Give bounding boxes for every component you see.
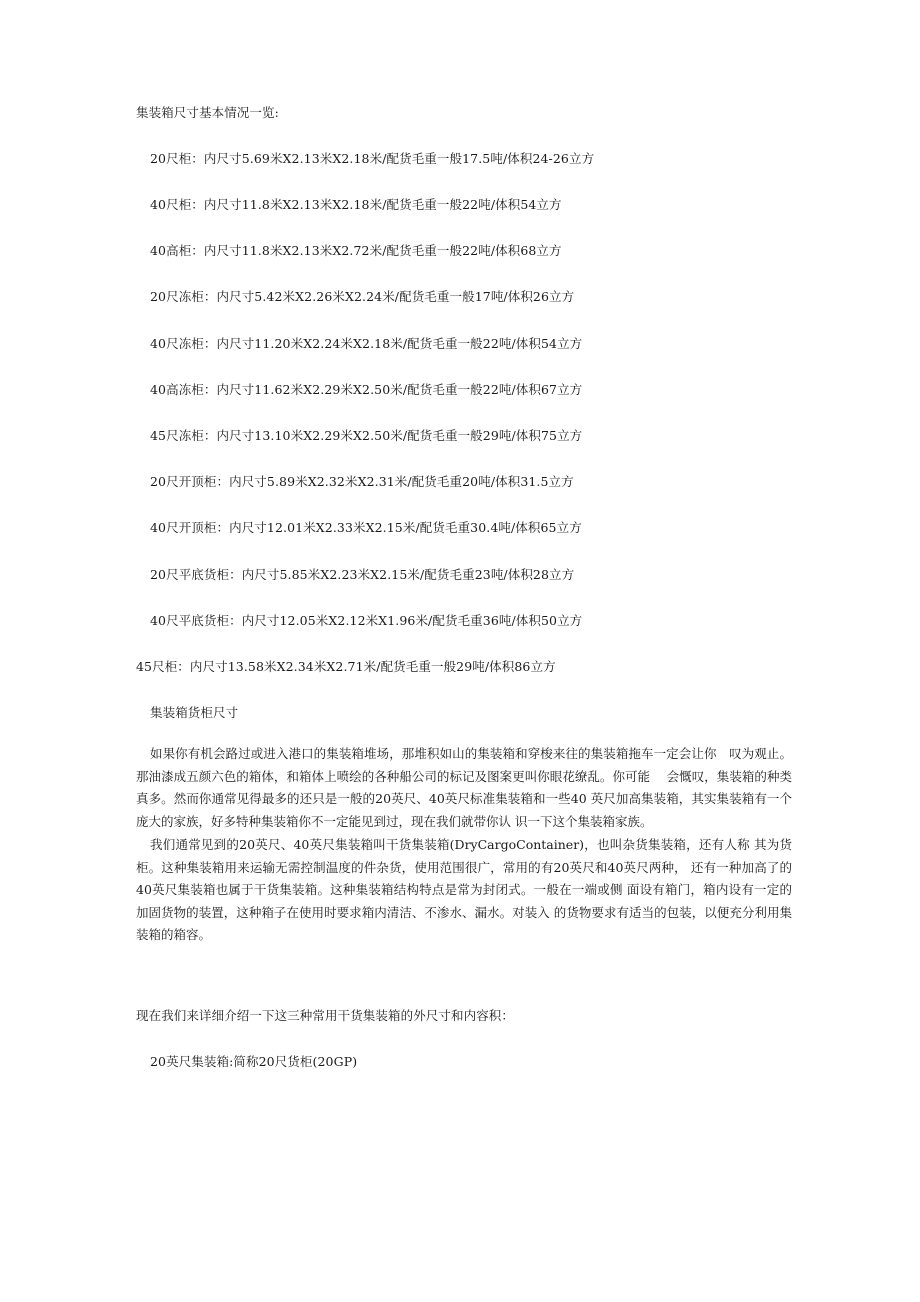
spec-line-40hc: 40高柜：内尺寸11.8米X2.13米X2.72米/配货毛重一般22吨/体积68立方 [150,243,562,258]
spec-line-20ft-open-top: 20尺开顶柜：内尺寸5.89米X2.32米X2.31米/配货毛重20吨/体积31.5立方 [150,474,574,489]
paragraph-dry-cargo: 我们通常见到的20英尺、40英尺集装箱叫干货集装箱(DryCargoContainer)，也叫杂货集装箱，还有人称 其为货柜。这种集装箱用来运输无需控制温度的件杂货，使用范围很广，常用的有20英尺和40英尺两种， 还有一种加高了的40英尺集装箱也属于干货集装箱。这种集装箱结构特点是常为封闭式。一般在一端或侧 面设有箱门，箱内设有一定的加固货物的装置，这种箱子在使用时要求箱内清洁、不渗水、漏水。对装入 的货物要求有适当的包装，以便充分利用集装箱的箱容。 [136,837,792,943]
intro-line: 现在我们来详细介绍一下这三种常用干货集装箱的外尺寸和内容积： [136,1008,515,1023]
spec-line-45ft: 45尺柜：内尺寸13.58米X2.34米X2.71米/配货毛重一般29吨/体积86立方 [136,659,556,674]
spec-line-40ft: 40尺柜：内尺寸11.8米X2.13米X2.18米/配货毛重一般22吨/体积54立方 [150,197,562,212]
paragraph-container-yard: 如果你有机会路过或进入港口的集装箱堆场，那堆积如山的集装箱和穿梭来往的集装箱拖车一定会让你 叹为观止。那油漆成五颜六色的箱体，和箱体上喷绘的各种船公司的标记及图案更叫你眼花缭乱。你可能 会慨叹，集装箱的种类真多。然而你通常见得最多的还只是一般的20英尺、40英尺标准集装箱和一些40 英尺加高集装箱，其实集装箱有一个庞大的家族，好多特种集装箱你不一定能见到过，现在我们就带你认 识一下这个集装箱家族。 [136,746,792,829]
spec-line-40hc-reefer: 40高冻柜：内尺寸11.62米X2.29米X2.50米/配货毛重一般22吨/体积67立方 [150,382,583,397]
spec-line-20ft: 20尺柜：内尺寸5.69米X2.13米X2.18米/配货毛重一般17.5吨/体积24-26立方 [150,151,595,166]
last-line: 20英尺集装箱:简称20尺货柜(20GP) [150,1054,358,1069]
spec-line-20ft-reefer: 20尺冻柜：内尺寸5.42米X2.26米X2.24米/配货毛重一般17吨/体积26立方 [150,289,575,304]
spec-line-20ft-flat-rack: 20尺平底货柜：内尺寸5.85米X2.23米X2.15米/配货毛重23吨/体积28立方 [150,567,575,582]
spec-line-40ft-open-top: 40尺开顶柜：内尺寸12.01米X2.33米X2.15米/配货毛重30.4吨/体积65立方 [150,520,582,535]
spec-line-45ft-reefer: 45尺冻柜：内尺寸13.10米X2.29米X2.50米/配货毛重一般29吨/体积75立方 [150,428,583,443]
section-subheading: 集装箱货柜尺寸 [150,705,239,720]
spec-line-40ft-flat-rack: 40尺平底货柜：内尺寸12.05米X2.12米X1.96米/配货毛重36吨/体积50立方 [150,613,583,628]
doc-heading: 集装箱尺寸基本情况一览: [136,105,279,120]
spec-line-40ft-reefer: 40尺冻柜：内尺寸11.20米X2.24米X2.18米/配货毛重一般22吨/体积54立方 [150,336,583,351]
